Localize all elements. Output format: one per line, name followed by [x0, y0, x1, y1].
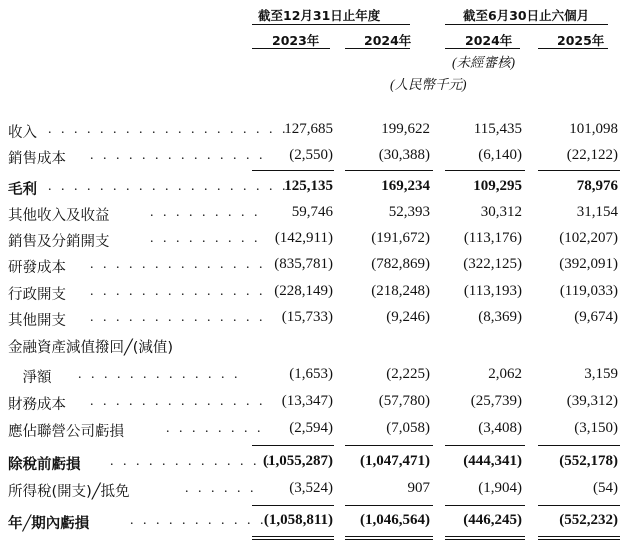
header-group-interim: 截至6月30日止六個月: [463, 8, 590, 23]
row-value-col-4: (3,150): [574, 420, 618, 436]
row-value-col-3: (322,125): [463, 256, 522, 272]
row-label: 年╱期內虧損: [8, 516, 90, 532]
row-value-col-2: (1,047,471): [360, 453, 430, 469]
row-leader-dots: . . . . . . . . . . . . . .: [90, 394, 266, 409]
row-value-col-1: (1,653): [289, 366, 333, 382]
row-value-col-4: (102,207): [559, 230, 618, 246]
row-value-col-1: (142,911): [274, 230, 333, 246]
row-leader-dots: . . . . . .: [185, 481, 257, 496]
row-value-col-3: 30,312: [480, 204, 522, 220]
subtotal-rule: [252, 505, 334, 506]
row-leader-dots: . . . . . . . . . . . . .: [78, 367, 241, 382]
row-value-col-2: 199,622: [381, 121, 430, 137]
row-leader-dots: . . . . . . . . . . . . . .: [90, 148, 266, 163]
row-value-col-3: 109,295: [473, 178, 522, 194]
subtotal-rule: [538, 170, 620, 171]
row-value-col-4: (22,122): [566, 147, 618, 163]
row-value-col-2: (191,672): [371, 230, 430, 246]
subtotal-rule: [345, 445, 433, 446]
year-rule-4: [538, 48, 608, 49]
row-value-col-1: 127,685: [284, 121, 333, 137]
row-value-col-3: (3,408): [478, 420, 522, 436]
row-value-col-2: (30,388): [378, 147, 430, 163]
row-label: 應佔聯營公司虧損: [8, 424, 124, 440]
row-label: 金融資產減值撥回╱(減值): [8, 340, 174, 356]
row-leader-dots: . . . . . . . . . . .: [130, 513, 267, 528]
year-rule-3: [445, 48, 520, 49]
row-value-col-1: 125,135: [284, 178, 333, 194]
row-value-col-4: (552,232): [559, 512, 618, 528]
year-col-2: 2024年: [364, 33, 412, 48]
row-value-col-1: (3,524): [289, 480, 333, 496]
row-value-col-3: (113,193): [463, 283, 522, 299]
subtotal-rule: [445, 539, 525, 540]
row-value-col-1: (1,055,287): [263, 453, 333, 469]
row-value-col-4: 101,098: [569, 121, 618, 137]
year-col-3: 2024年: [465, 33, 513, 48]
row-label: 研發成本: [8, 260, 66, 276]
row-label: 銷售及分銷開支: [8, 234, 110, 250]
row-label: 淨額: [8, 370, 52, 386]
row-value-col-1: 59,746: [291, 204, 333, 220]
subtotal-rule: [345, 539, 433, 540]
row-value-col-3: (1,904): [478, 480, 522, 496]
row-leader-dots: . . . . . . . . . . . . . . . . . . .: [48, 122, 289, 137]
row-value-col-1: (13,347): [281, 393, 333, 409]
unaudited-note: (未經審核): [452, 55, 515, 70]
subtotal-rule: [252, 445, 334, 446]
row-value-col-1: (228,149): [274, 283, 333, 299]
row-value-col-4: 31,154: [576, 204, 618, 220]
row-label: 其他開支: [8, 313, 66, 329]
row-label: 所得稅(開支)╱抵免: [8, 484, 130, 500]
row-leader-dots: . . . . . . . .: [166, 421, 264, 436]
row-value-col-4: (392,091): [559, 256, 618, 272]
subtotal-rule: [345, 505, 433, 506]
row-value-col-4: 78,976: [576, 178, 618, 194]
row-label: 銷售成本: [8, 151, 66, 167]
row-value-col-4: (9,674): [574, 309, 618, 325]
row-value-col-4: (119,033): [559, 283, 618, 299]
row-label: 收入: [8, 125, 37, 141]
subtotal-rule: [538, 539, 620, 540]
header-group-annual: 截至12月31日止年度: [258, 8, 381, 23]
row-value-col-2: (218,248): [371, 283, 430, 299]
year-rule-2: [345, 48, 410, 49]
row-label: 其他收入及收益: [8, 208, 110, 224]
row-value-col-3: (25,739): [470, 393, 522, 409]
row-value-col-2: (782,869): [371, 256, 430, 272]
subtotal-rule: [538, 445, 620, 446]
row-leader-dots: . . . . . . . . .: [150, 231, 261, 246]
row-value-col-2: (7,058): [386, 420, 430, 436]
subtotal-rule: [445, 505, 525, 506]
row-leader-dots: . . . . . . . . . . . . . .: [90, 310, 266, 325]
subtotal-rule: [445, 445, 525, 446]
subtotal-rule: [445, 170, 525, 171]
row-value-col-4: (552,178): [559, 453, 618, 469]
row-value-col-1: (835,781): [274, 256, 333, 272]
row-leader-dots: . . . . . . . . . . . . . .: [90, 284, 266, 299]
row-value-col-3: 2,062: [488, 366, 522, 382]
year-col-1: 2023年: [272, 33, 320, 48]
row-label: 除稅前虧損: [8, 457, 81, 473]
header-rule-annual: [252, 24, 410, 25]
row-value-col-3: (6,140): [478, 147, 522, 163]
row-value-col-3: (446,245): [463, 512, 522, 528]
row-label: 行政開支: [8, 287, 66, 303]
subtotal-rule: [538, 505, 620, 506]
row-value-col-1: (15,733): [281, 309, 333, 325]
row-leader-dots: . . . . . . . . . . . . . . . . . . .: [48, 179, 289, 194]
row-value-col-3: 115,435: [473, 121, 522, 137]
subtotal-rule: [252, 536, 334, 537]
subtotal-rule: [345, 536, 433, 537]
row-value-col-2: (2,225): [386, 366, 430, 382]
row-value-col-2: 169,234: [381, 178, 430, 194]
row-value-col-4: 3,159: [584, 366, 618, 382]
row-leader-dots: . . . . . . . . .: [150, 205, 261, 220]
row-value-col-1: (2,594): [289, 420, 333, 436]
row-label: 財務成本: [8, 397, 66, 413]
row-value-col-2: (9,246): [386, 309, 430, 325]
row-value-col-3: (113,176): [463, 230, 522, 246]
row-leader-dots: . . . . . . . . . . . . . .: [90, 257, 266, 272]
year-rule-1: [252, 48, 330, 49]
subtotal-rule: [252, 539, 334, 540]
subtotal-rule: [445, 536, 525, 537]
unit-note: (人民幣千元): [390, 77, 467, 92]
row-value-col-4: (39,312): [566, 393, 618, 409]
row-value-col-1: (1,058,811): [263, 512, 333, 528]
subtotal-rule: [252, 170, 334, 171]
row-value-col-4: (54): [593, 480, 618, 496]
row-value-col-3: (444,341): [463, 453, 522, 469]
row-leader-dots: . . . . . . . . . . . . .: [110, 454, 273, 469]
row-value-col-3: (8,369): [478, 309, 522, 325]
row-value-col-2: 907: [407, 480, 430, 496]
row-label: 毛利: [8, 182, 37, 198]
header-rule-interim: [445, 24, 608, 25]
subtotal-rule: [345, 170, 433, 171]
row-value-col-1: (2,550): [289, 147, 333, 163]
row-value-col-2: (1,046,564): [360, 512, 430, 528]
year-col-4: 2025年: [557, 33, 605, 48]
subtotal-rule: [538, 536, 620, 537]
row-value-col-2: 52,393: [388, 204, 430, 220]
row-value-col-2: (57,780): [378, 393, 430, 409]
